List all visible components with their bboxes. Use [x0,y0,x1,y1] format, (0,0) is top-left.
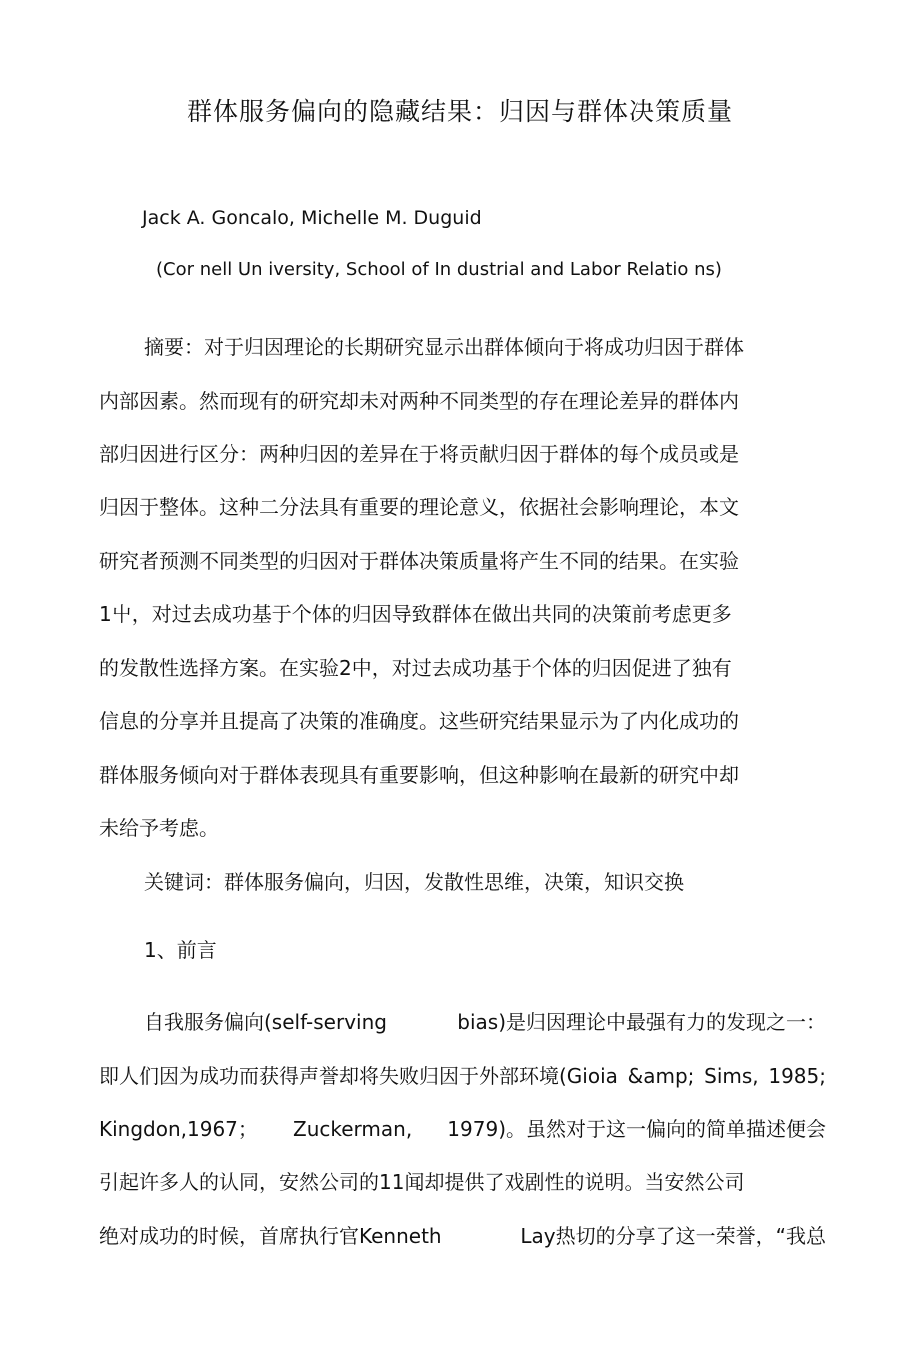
keywords: 关键词：群体服务偏向，归因，发散性思维，决策，知识交换 [144,870,684,894]
intro-text: &amp; [627,1064,695,1088]
abstract-line: 的发散性选择方案。在实验2中，对过去成功基于个体的归因促进了独有 [99,656,732,680]
intro-line [99,1119,826,1139]
intro-text: Zuckerman, [293,1117,413,1141]
intro-line [144,1012,826,1032]
abstract-line: 研究者预测不同类型的归因对于群体决策质量将产生不同的结果。在实验 [99,549,739,573]
intro-text: 自我服务偏向(self-serving [144,1010,387,1034]
intro-text: 即人们因为成功而获得声誉却将失败归因于外部环境(Gioia [99,1064,618,1088]
abstract-line: 信息的分享并且提高了决策的准确度。这些研究结果显示为了内化成功的 [99,709,739,733]
intro-line: 引起许多人的认同，安然公司的11闻却提供了戏剧性的说明。当安然公司 [99,1170,745,1194]
intro-text: Lay热切的分享了这一荣誉，“我总 [520,1224,826,1248]
abstract-line: 归因于整体。这种二分法具有重要的理论意义，依据社会影响理论，本文 [99,495,739,519]
intro-text: 1979)。虽然对于这一偏向的简单描述便会 [447,1117,826,1141]
abstract-line: 内部因素。然而现有的研究却未对两种不同类型的存在理论差异的群体内 [99,389,739,413]
intro-text: bias)是归因理论中最强有力的发现之一： [457,1010,826,1034]
abstract-line: 群体服务倾向对于群体表现具有重要影响，但这种影响在最新的研究中却 [99,763,739,787]
intro-text: Kingdon,1967； [99,1117,258,1141]
intro-line [99,1066,826,1086]
intro-text: Sims, [704,1064,759,1088]
abstract-line: 摘要：对于归因理论的长期研究显示出群体倾向于将成功归因于群体 [144,335,744,359]
intro-line [99,1226,826,1246]
abstract-line: 部归因进行区分：两种归因的差异在于将贡献归因于群体的每个成员或是 [99,442,739,466]
abstract-line: 1屮，对过去成功基于个体的归因导致群体在做出共同的决策前考虑更多 [99,602,732,626]
intro-text: 绝对成功的时候，首席执行官Kenneth [99,1224,442,1248]
authors: Jack A. Goncalo, Michelle M. Duguid [142,207,482,229]
intro-text: 1985; [768,1064,826,1088]
paper-title: 群体服务偏向的隐藏结果：归因与群体决策质量 [186,97,733,126]
affiliation: (Cor nell Un iversity, School of In dustrial and Labor Relatio ns) [156,259,722,280]
section-heading: 1、前言 [144,938,217,962]
abstract-line: 未给予考虑。 [99,816,219,840]
